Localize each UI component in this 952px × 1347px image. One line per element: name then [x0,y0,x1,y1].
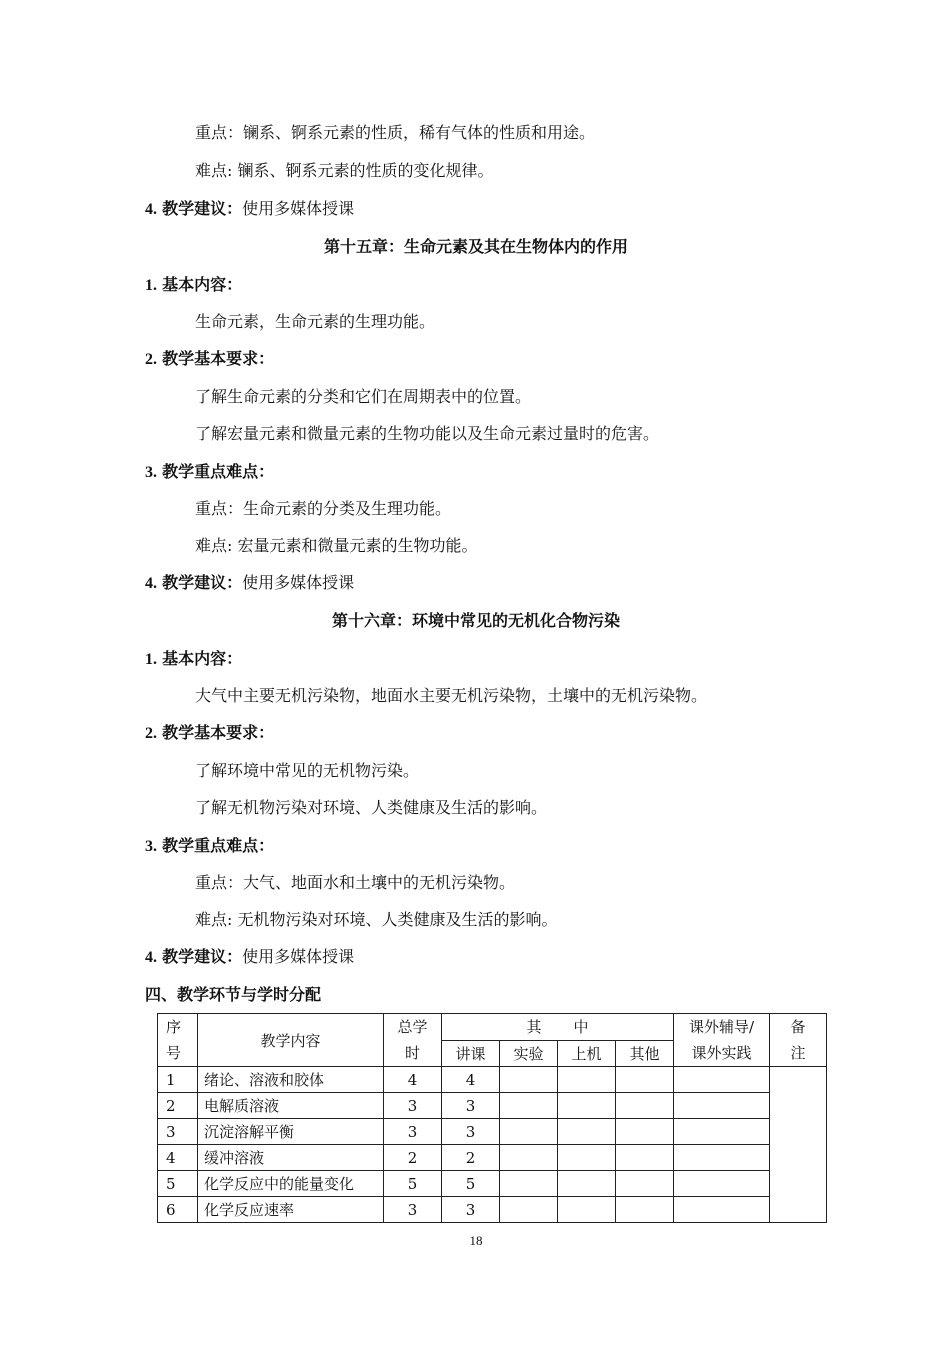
cell-seq: 3 [158,1119,198,1145]
heading-label: 教学建议： [162,573,243,592]
cell-lecture: 2 [442,1145,500,1171]
header-other: 其他 [616,1040,674,1067]
basic-content: 大气中主要无机污染物，地面水主要无机污染物，土壤中的无机污染物。 [195,686,708,705]
heading-number: 3. [145,838,157,855]
basic-content: 生命元素，生命元素的生理功能。 [195,312,436,331]
cell-content: 电解质溶液 [198,1093,384,1119]
requirement-item: 了解生命元素的分类和它们在周期表中的位置。 [195,387,532,406]
teaching-advice [145,946,354,969]
cell-content: 缓冲溶液 [198,1145,384,1171]
cell-computer [558,1197,616,1223]
heading-key-difficult [145,835,274,858]
cell-seq: 6 [158,1197,198,1223]
teaching-advice [145,572,354,595]
chapter-title: 第十六章：环境中常见的无机化合物污染 [331,611,620,630]
cell-other [616,1145,674,1171]
cell-total: 3 [384,1197,442,1223]
hours-allocation-table [157,1013,827,1223]
cell-other [616,1197,674,1223]
heading-number: 4. [145,575,157,592]
requirement-item: 了解环境中常见的无机物污染。 [195,761,420,780]
difficult-points: 难点: 宏量元素和微量元素的生物功能。 [195,536,478,555]
table-row [158,1145,827,1171]
advice-text: 使用多媒体授课 [242,199,355,218]
table-row [158,1171,827,1197]
cell-lab [500,1093,558,1119]
key-points: 重点：镧系、锕系元素的性质，稀有气体的性质和用途。 [195,123,596,142]
heading-basic-content [145,274,242,297]
cell-lab [500,1145,558,1171]
key-points: 重点：大气、地面水和土壤中的无机污染物。 [195,873,516,892]
cell-lecture: 3 [442,1197,500,1223]
cell-lecture: 3 [442,1093,500,1119]
cell-lecture: 3 [442,1119,500,1145]
header-content: 教学内容 [198,1014,384,1067]
heading-number: 1. [145,277,157,294]
header-among: 其 中 [442,1014,674,1041]
heading-number: 2. [145,351,157,368]
cell-outside [674,1145,770,1171]
heading-label: 教学基本要求： [162,723,275,742]
cell-lab [500,1171,558,1197]
cell-other [616,1067,674,1093]
difficult-points: 难点: 镧系、锕系元素的性质的变化规律。 [195,161,494,180]
difficult-points: 难点: 无机物污染对环境、人类健康及生活的影响。 [195,910,558,929]
header-total-hours: 总学 时 [384,1014,442,1067]
table-row [158,1093,827,1119]
cell-other [616,1119,674,1145]
cell-outside [674,1197,770,1223]
cell-seq: 2 [158,1093,198,1119]
header-seq: 序 号 [158,1014,198,1067]
cell-lab [500,1067,558,1093]
heading-number: 3. [145,464,157,481]
cell-content: 化学反应中的能量变化 [198,1171,384,1197]
cell-computer [558,1119,616,1145]
table-row [158,1197,827,1223]
cell-content: 绪论、溶液和胶体 [198,1067,384,1093]
heading-label: 教学建议： [162,199,243,218]
heading-label: 基本内容： [162,275,243,294]
cell-computer [558,1145,616,1171]
header-lab: 实验 [500,1040,558,1067]
cell-total: 4 [384,1067,442,1093]
heading-label: 教学重点难点： [162,462,275,481]
heading-number: 2. [145,725,157,742]
teaching-advice [145,198,354,221]
table-row [158,1067,827,1093]
chapter-title: 第十五章：生命元素及其在生物体内的作用 [323,237,628,256]
heading-requirements [145,348,274,371]
cell-lab [500,1119,558,1145]
cell-lecture: 4 [442,1067,500,1093]
cell-outside [674,1119,770,1145]
heading-label: 基本内容： [162,649,243,668]
requirement-item: 了解宏量元素和微量元素的生物功能以及生命元素过量时的危害。 [195,424,660,443]
cell-lecture: 5 [442,1171,500,1197]
section-title: 四、教学环节与学时分配 [145,985,322,1004]
advice-text: 使用多媒体授课 [242,947,355,966]
header-computer: 上机 [558,1040,616,1067]
cell-computer [558,1067,616,1093]
heading-key-difficult [145,461,274,484]
heading-requirements [145,722,274,745]
heading-label: 教学重点难点： [162,836,275,855]
cell-outside [674,1067,770,1093]
header-lecture: 讲课 [442,1040,500,1067]
cell-computer [558,1171,616,1197]
cell-total: 5 [384,1171,442,1197]
heading-number: 1. [145,651,157,668]
heading-basic-content [145,648,242,671]
cell-seq: 1 [158,1067,198,1093]
heading-number: 4. [145,201,157,218]
cell-total: 3 [384,1119,442,1145]
cell-other [616,1171,674,1197]
key-points: 重点：生命元素的分类及生理功能。 [195,499,452,518]
cell-outside [674,1171,770,1197]
heading-label: 教学建议： [162,947,243,966]
heading-number: 4. [145,949,157,966]
table-row [158,1119,827,1145]
cell-total: 3 [384,1093,442,1119]
cell-lab [500,1197,558,1223]
cell-computer [558,1093,616,1119]
cell-note [770,1067,827,1223]
heading-label: 教学基本要求： [162,349,275,368]
cell-seq: 4 [158,1145,198,1171]
cell-outside [674,1093,770,1119]
advice-text: 使用多媒体授课 [242,573,355,592]
cell-content: 沉淀溶解平衡 [198,1119,384,1145]
cell-seq: 5 [158,1171,198,1197]
cell-other [616,1093,674,1119]
page-number: 18 [469,1233,483,1248]
header-note: 备 注 [770,1014,827,1067]
cell-total: 2 [384,1145,442,1171]
requirement-item: 了解无机物污染对环境、人类健康及生活的影响。 [195,798,548,817]
cell-content: 化学反应速率 [198,1197,384,1223]
table-header-row [158,1014,827,1041]
header-outside-practice: 课外辅导/ 课外实践 [674,1014,770,1067]
